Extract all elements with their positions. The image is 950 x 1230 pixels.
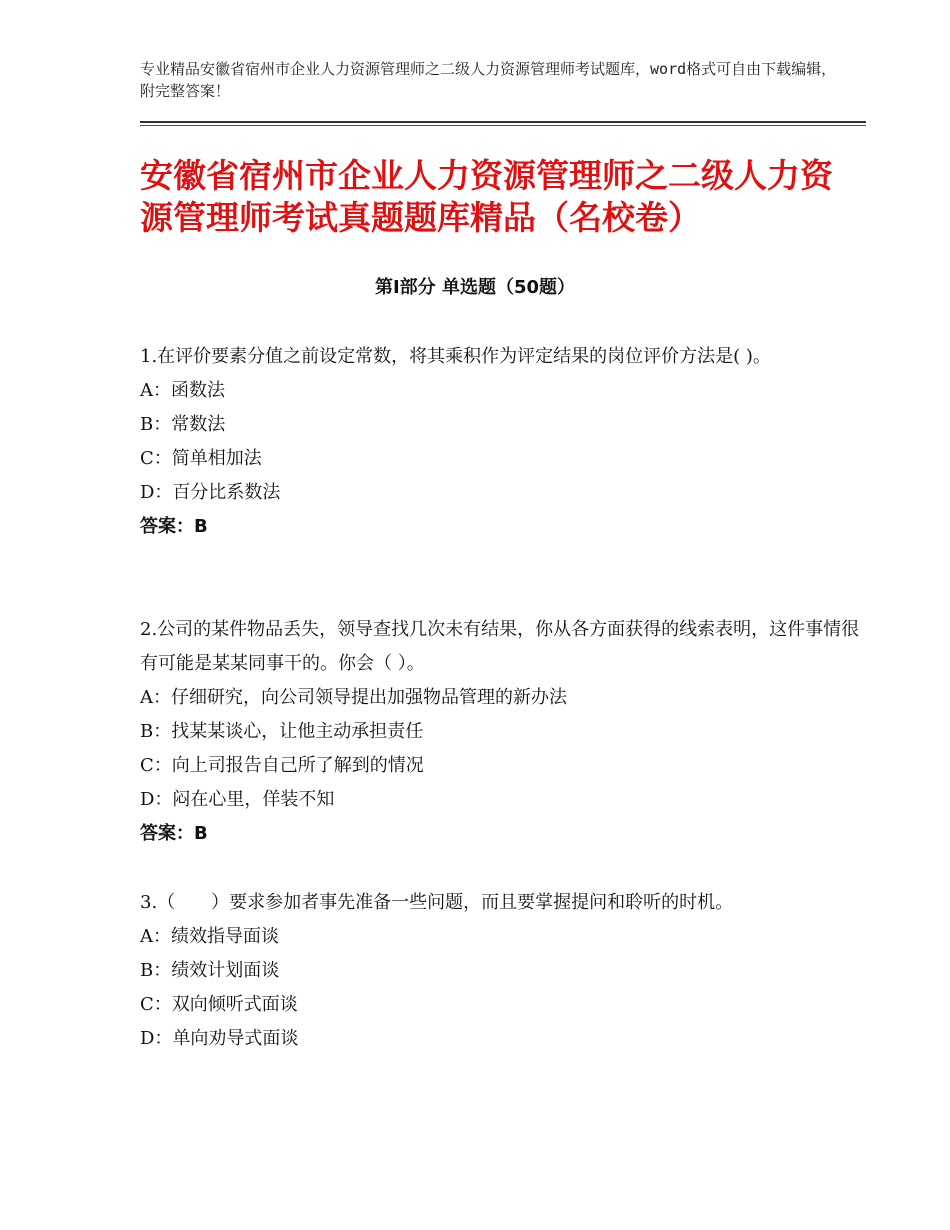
answer: 答案：B — [140, 823, 208, 844]
option-d: D：闷在心里，佯装不知 — [140, 789, 335, 810]
question-stem: 1.在评价要素分值之前设定常数，将其乘积作为评定结果的岗位评价方法是( )。 — [140, 346, 771, 367]
option-b: B：常数法 — [140, 414, 226, 435]
option-c: C：向上司报告自己所了解到的情况 — [140, 755, 424, 776]
option-c: C：简单相加法 — [140, 448, 262, 469]
option-d: D：单向劝导式面谈 — [140, 1028, 299, 1049]
option-a: A：函数法 — [140, 380, 225, 401]
answer: 答案：B — [140, 516, 208, 537]
header-divider-thin — [140, 125, 866, 126]
section-heading: 第Ⅰ部分 单选题（50题） — [374, 277, 575, 298]
option-a: A：仔细研究，向公司领导提出加强物品管理的新办法 — [140, 687, 567, 708]
header-note: 专业精品安徽省宿州市企业人力资源管理师之二级人力资源管理师考试题库，word格式可自由下载编辑，附完整答案！ — [140, 60, 837, 100]
option-b: B：绩效计划面谈 — [140, 960, 280, 981]
option-a: A：绩效指导面谈 — [140, 926, 279, 947]
document-title: 安徽省宿州市企业人力资源管理师之二级人力资源管理师考试真题题库精品（名校卷） — [140, 156, 833, 237]
header-divider-thick — [140, 121, 866, 123]
question-3 — [140, 886, 860, 1056]
question-stem: 2.公司的某件物品丢失，领导查找几次未有结果，你从各方面获得的线索表明，这件事情很有可能是某某同事干的。你会（ ）。 — [140, 619, 860, 674]
question-2 — [140, 613, 860, 851]
question-1 — [140, 340, 860, 544]
option-d: D：百分比系数法 — [140, 482, 281, 503]
option-c: C：双向倾听式面谈 — [140, 994, 298, 1015]
option-b: B：找某某谈心，让他主动承担责任 — [140, 721, 424, 742]
question-stem: 3.（ ）要求参加者事先准备一些问题，而且要掌握提问和聆听的时机。 — [140, 892, 734, 913]
